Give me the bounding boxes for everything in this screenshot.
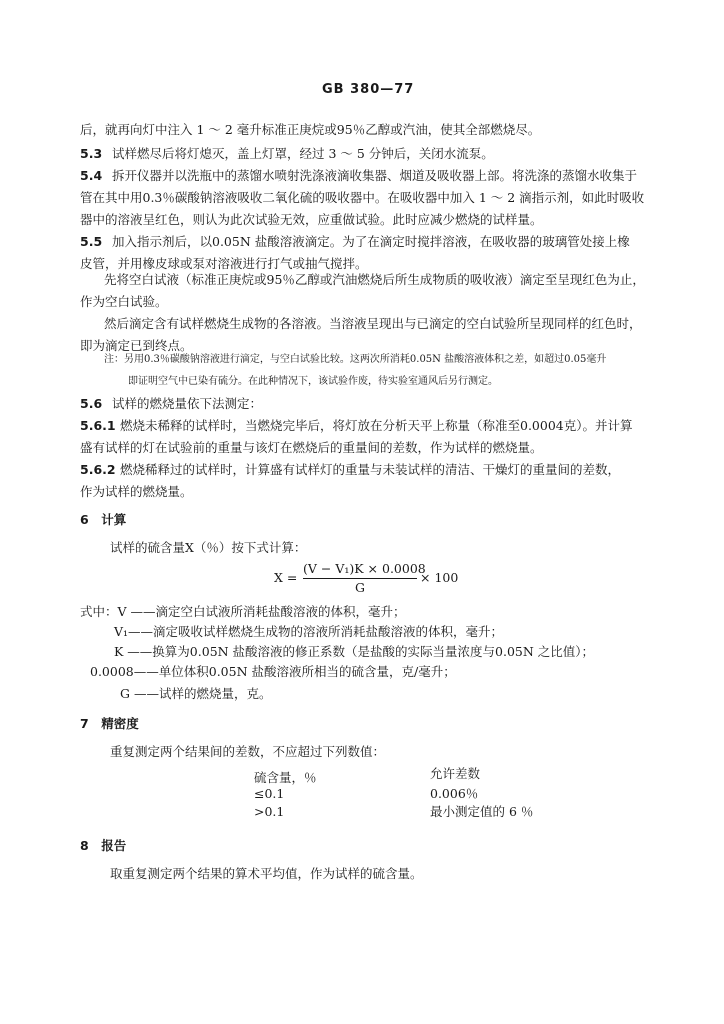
clause-number: 5.4	[80, 168, 103, 183]
definition-line: 0.0008——单位体积0.05N 盐酸溶液所相当的硫含量，克/毫升；	[90, 664, 456, 679]
clause-number: 5.6.1	[80, 418, 116, 433]
paragraph-line: 试样的硫含量X（％）按下式计算：	[110, 540, 307, 555]
table-cell: 0.006％	[430, 786, 479, 801]
formula-numerator: (V − V₁)K × 0.0008	[303, 561, 426, 576]
formula-lhs: X =	[274, 570, 298, 585]
formula-rhs: × 100	[420, 570, 459, 585]
paragraph-line: 即为滴定已到终点。	[80, 338, 193, 353]
paragraph-line: 管在其中用0.3％碳酸钠溶液吸收二氧化硫的吸收器中。在吸收器中加入 1 ～ 2 滴指示剂，如此时吸收	[80, 190, 645, 205]
paragraph-line: 作为空白试验。	[80, 294, 168, 309]
paragraph-line: 燃烧稀释过的试样时，计算盛有试样灯的重量与未装试样的清洁、干燥灯的重量间的差数，	[120, 462, 621, 477]
fraction-bar	[303, 578, 417, 579]
paragraph-line: 重复测定两个结果间的差数，不应超过下列数值：	[110, 744, 386, 759]
section-heading: 7 精密度	[80, 716, 139, 731]
table-cell: >0.1	[254, 804, 285, 819]
paragraph-line: 试样的燃烧量依下法测定：	[112, 396, 263, 411]
clause-number: 5.6	[80, 396, 103, 411]
paragraph-line: 皮管，并用橡皮球或泵对溶液进行打气或抽气搅拌。	[80, 256, 368, 271]
paragraph-line: 燃烧未稀释的试样时，当燃烧完毕后，将灯放在分析天平上称量（称准至0.0004克）。并计算	[120, 418, 633, 433]
clause-number: 5.6.2	[80, 462, 116, 477]
definition-line: 式中：V ——滴定空白试液所消耗盐酸溶液的体积，毫升；	[80, 604, 406, 619]
definition-line: V₁——滴定吸收试样燃烧生成物的溶液所消耗盐酸溶液的体积，毫升；	[114, 624, 504, 639]
paragraph-line: 拆开仪器并以洗瓶中的蒸馏水喷射洗涤液滴收集器、烟道及吸收器上部。将洗涤的蒸馏水收集于	[112, 168, 638, 183]
section-heading: 8 报告	[80, 838, 127, 853]
paragraph-line: 然后滴定含有试样燃烧生成物的各溶液。当溶液呈现出与已滴定的空白试验所呈现同样的红色时，	[104, 316, 642, 331]
definition-line: G ——试样的燃烧量，克。	[120, 686, 272, 701]
note-line: 即证明空气中已染有硫分。在此种情况下，该试验作废，待实验室通风后另行测定。	[128, 376, 498, 387]
section-heading: 6 计算	[80, 512, 127, 527]
paragraph-line: 取重复测定两个结果的算术平均值，作为试样的硫含量。	[110, 866, 423, 881]
table-header: 硫含量，％	[254, 770, 317, 785]
clause-number: 5.5	[80, 234, 103, 249]
clause-number: 5.3	[80, 146, 103, 161]
paragraph-line: 加入指示剂后，以0.05N 盐酸溶液滴定。为了在滴定时搅拌溶液，在吸收器的玻璃管处接上橡	[112, 234, 630, 249]
definition-line: K ——换算为0.05N 盐酸溶液的修正系数（是盐酸的实际当量浓度与0.05N 之比值）；	[114, 644, 595, 659]
paragraph-line: 盛有试样的灯在试验前的重量与该灯在燃烧后的重量间的差数，作为试样的燃烧量。	[80, 440, 543, 455]
note-line: 注：另用0.3％碳酸钠溶液进行滴定，与空白试验比较。这两次所消耗0.05N 盐酸溶液体积之差，如超过0.05毫升	[104, 354, 607, 365]
formula-denominator: G	[355, 580, 365, 595]
page-header: GB 380—77	[322, 82, 415, 97]
paragraph-line: 作为试样的燃烧量。	[80, 484, 193, 499]
paragraph-line: 先将空白试液（标准正庚烷或95％乙醇或汽油燃烧后所生成物质的吸收液）滴定至呈现红色为止，	[104, 272, 645, 287]
table-cell: 最小测定值的 6 ％	[430, 804, 534, 819]
paragraph-line: 器中的溶液呈红色，则认为此次试验无效，应重做试验。此时应减少燃烧的试样量。	[80, 212, 543, 227]
table-cell: ≤0.1	[254, 786, 285, 801]
paragraph-line: 试样燃尽后将灯熄灭，盖上灯罩，经过 3 ～ 5 分钟后，关闭水流泵。	[112, 146, 494, 161]
paragraph-line: 后，就再向灯中注入 1 ～ 2 毫升标准正庚烷或95％乙醇或汽油，使其全部燃烧尽。	[80, 122, 541, 137]
table-header: 允许差数	[430, 766, 481, 781]
